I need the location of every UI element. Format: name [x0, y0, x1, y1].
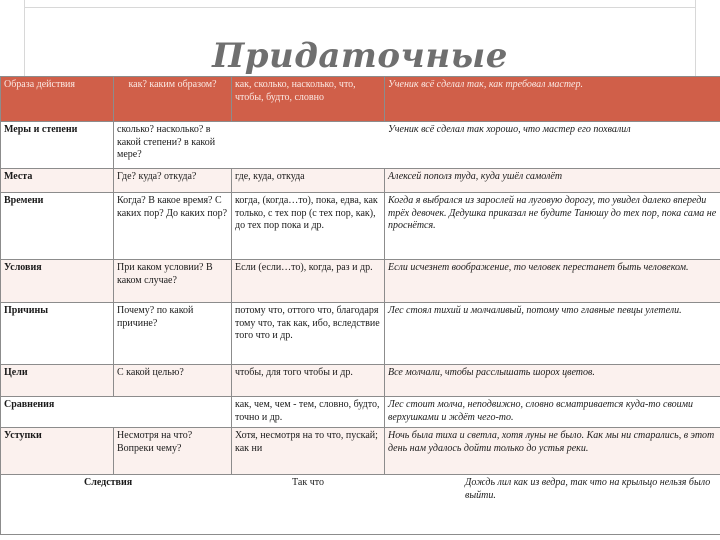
clause-type: Времени — [1, 193, 114, 260]
clause-question — [114, 397, 232, 428]
clause-conjunctions: потому что, оттого что, благодаря тому что, так как, ибо, вследствие того что и др. — [232, 303, 385, 365]
clause-conjunctions: Так что — [232, 475, 385, 535]
clause-conjunctions — [232, 122, 385, 169]
clause-conjunctions: как, сколько, насколько, что, чтобы, будто, словно — [232, 77, 385, 122]
table-row — [1, 122, 720, 169]
clause-type: Цели — [1, 365, 114, 397]
table-row — [1, 169, 720, 193]
clause-type: Условия — [1, 260, 114, 303]
table-row — [1, 260, 720, 303]
clause-question: Когда? В какое время? С каких пор? До каких пор? — [114, 193, 232, 260]
clause-type-cell — [1, 475, 232, 535]
table-row — [1, 475, 720, 535]
clause-conjunctions: Хотя, несмотря на то что, пускай; как ни — [232, 428, 385, 475]
clause-question: Несмотря на что? Вопреки чему? — [114, 428, 232, 475]
clause-question: При каком условии? В каком случае? — [114, 260, 232, 303]
clause-conjunctions: когда, (когда…то), пока, едва, как только, с тех пор (с тех пор, как), до тех пор пока и др. — [232, 193, 385, 260]
clause-question: С какой целью? — [114, 365, 232, 397]
table-row — [1, 77, 720, 122]
slide-frame-top — [24, 0, 696, 8]
clause-conjunctions: как, чем, чем - тем, словно, будто, точно и др. — [232, 397, 385, 428]
clause-example: Когда я выбрался из зарослей на луговую дорогу, то увидел далеко впереди трёх девочек. Дедушка приказал не будите Танюшу до тех пор, пока сама не проснётся. — [385, 193, 720, 260]
clause-conjunctions: Если (если…то), когда, раз и др. — [232, 260, 385, 303]
table-row — [1, 397, 720, 428]
clause-example: Лес стоит молча, неподвижно, словно всматривается куда-то своими верхушками и ждёт чего-то. — [385, 397, 720, 428]
clause-type: Места — [1, 169, 114, 193]
page-title: Придаточные — [212, 36, 508, 76]
clause-type: Причины — [1, 303, 114, 365]
table-row — [1, 193, 720, 260]
clause-type: Образа действия — [1, 77, 114, 122]
clause-example: Ночь была тиха и светла, хотя луны не было. Как мы ни старались, в этот день нам удалось дойти только до устья реки. — [385, 428, 720, 475]
clause-example: Все молчали, чтобы расслышать шорох цветов. — [385, 365, 720, 397]
clause-type: Меры и степени — [1, 122, 114, 169]
clause-type: Уступки — [1, 428, 114, 475]
clause-question: Почему? по какой причине? — [114, 303, 232, 365]
clause-question: Где? куда? откуда? — [114, 169, 232, 193]
clause-example: Ученик всё сделал так, как требовал мастер. — [385, 77, 720, 122]
clauses-table — [0, 76, 720, 535]
table-row — [1, 428, 720, 475]
clause-example: Дождь лил как из ведра, так что на крыльцо нельзя было выйти. — [385, 475, 720, 535]
clause-example: Лес стоял тихий и молчаливый, потому что главные певцы улетели. — [385, 303, 720, 365]
clause-question: сколько? насколько? в какой степени? в какой мере? — [114, 122, 232, 169]
clause-conjunctions: чтобы, для того чтобы и др. — [232, 365, 385, 397]
clause-conjunctions: где, куда, откуда — [232, 169, 385, 193]
clause-example: Ученик всё сделал так хорошо, что мастер его похвалил — [385, 122, 720, 169]
clause-type: Сравнения — [1, 397, 114, 428]
table-row — [1, 365, 720, 397]
table-row — [1, 303, 720, 365]
clause-question: как? каким образом? — [114, 77, 232, 122]
clause-example: Если исчезнет воображение, то человек перестанет быть человеком. — [385, 260, 720, 303]
clause-type: Следствия — [84, 477, 133, 488]
clause-example: Алексей пополз туда, куда ушёл самолёт — [385, 169, 720, 193]
